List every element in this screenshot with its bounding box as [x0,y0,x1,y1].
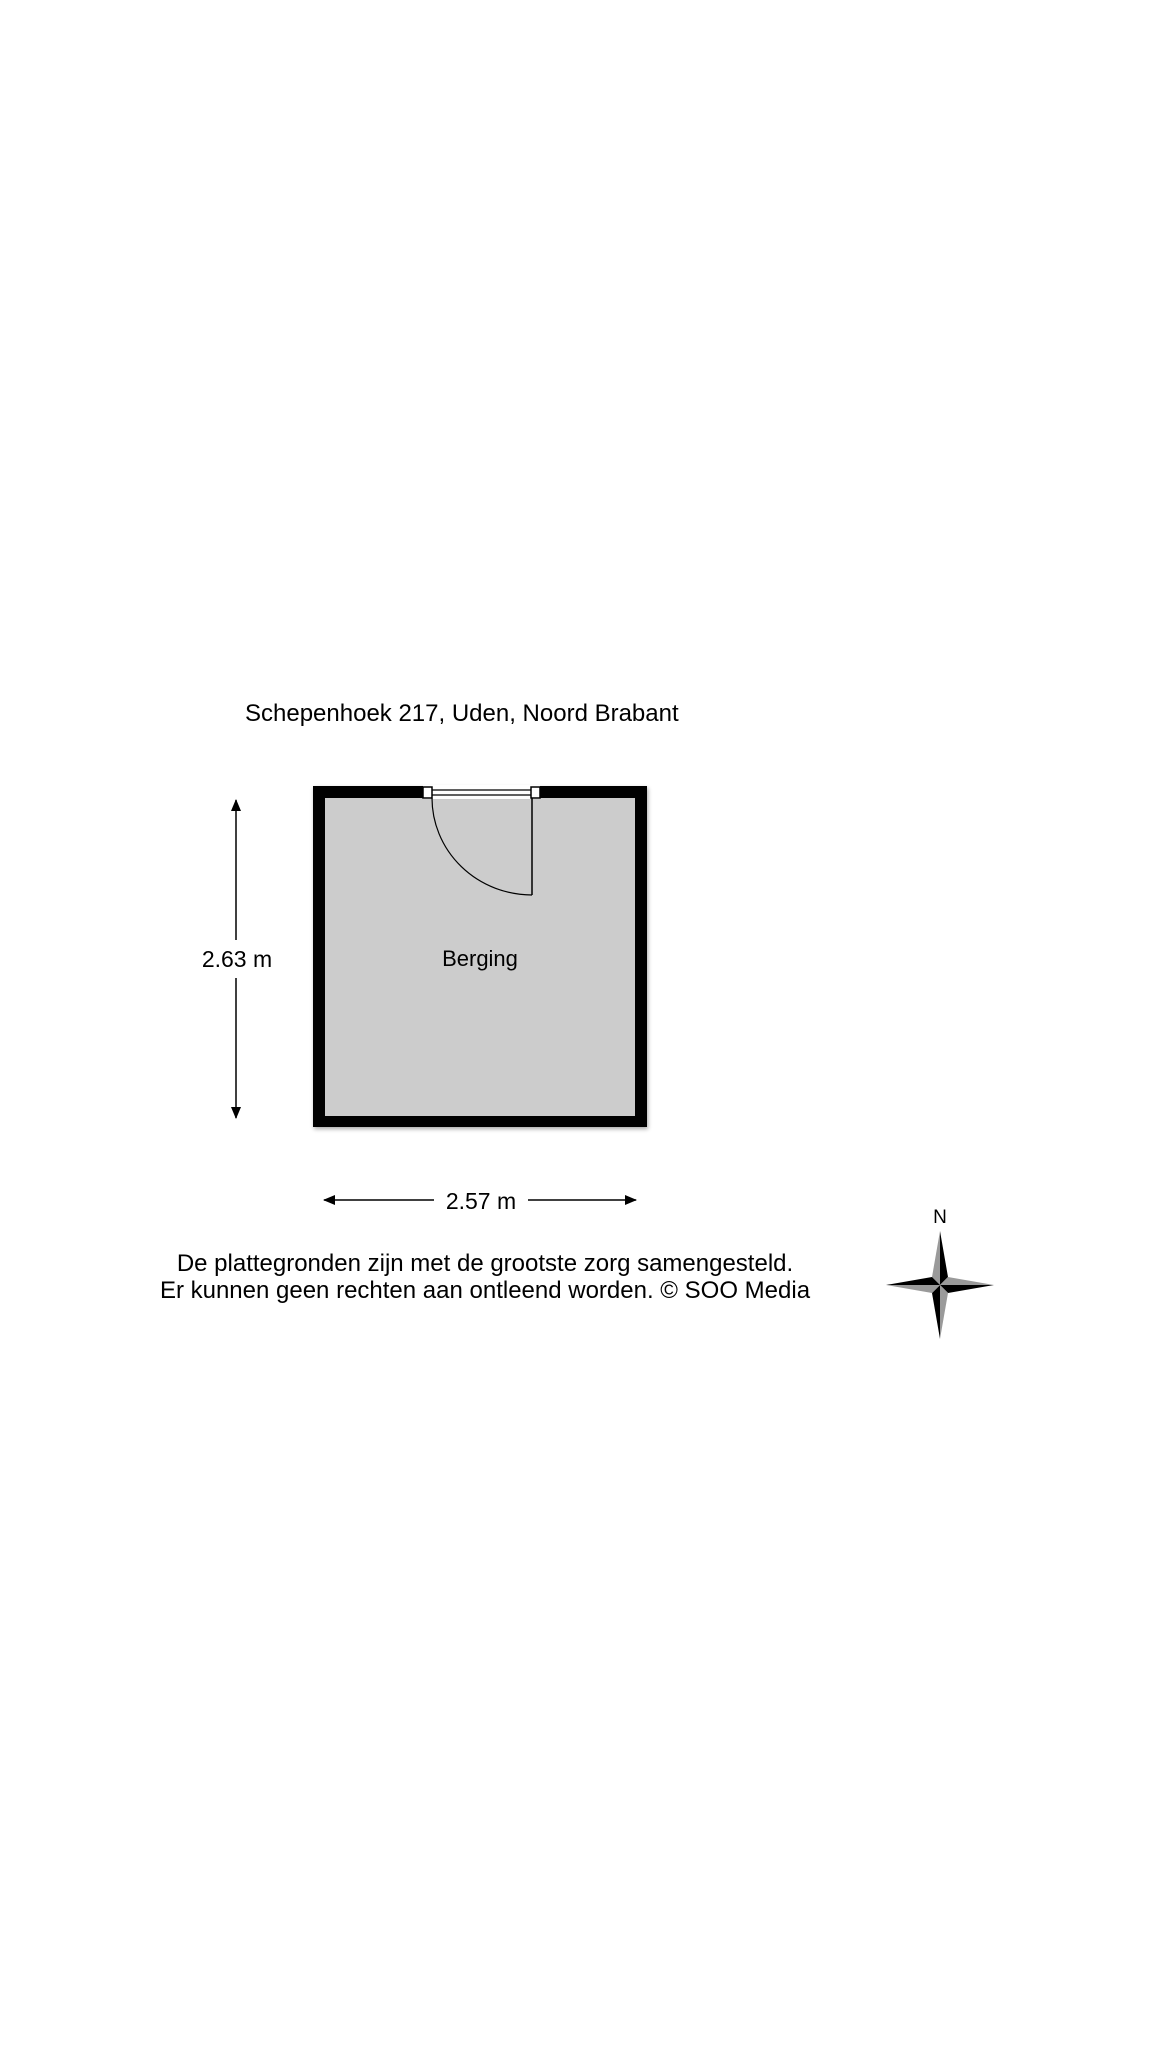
compass-north-label: N [933,1207,947,1228]
door-frame-left [423,787,432,798]
room-label-berging: Berging [442,946,518,971]
disclaimer-line-1: De plattegronden zijn met de grootste zorg samengesteld. [176,1250,794,1277]
property-address: Schepenhoek 217, Uden, Noord Brabant [245,700,679,727]
compass-rose-icon [886,1231,994,1339]
dimension-width-label: 2.57 m [436,1186,526,1216]
disclaimer [140,1250,830,1304]
disclaimer-line-2: Er kunnen geen rechten aan ontleend worden. © SOO Media [159,1277,811,1304]
door-frame-right [531,787,540,798]
dimension-height-label: 2.63 m [192,944,282,974]
